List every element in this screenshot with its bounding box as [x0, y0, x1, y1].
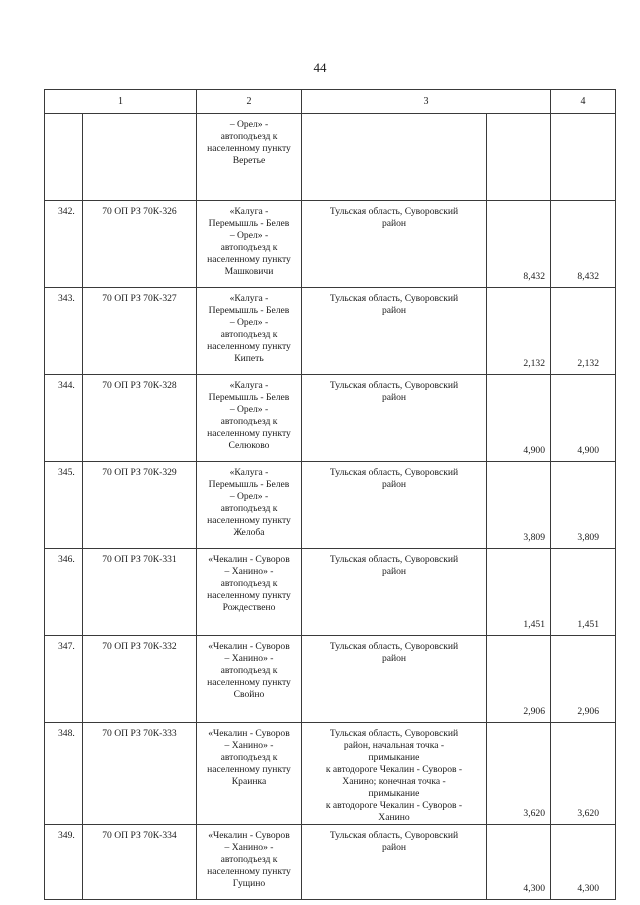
location-line: Ханино; конечная точка - примыкание: [342, 776, 446, 799]
road-name-line: автоподъезд к: [220, 752, 278, 763]
road-name-line: Желоба: [233, 527, 265, 538]
cell-num: 347.: [45, 636, 83, 723]
cell-num: 345.: [45, 462, 83, 549]
continuation-row: [45, 114, 616, 201]
table-row: [45, 549, 616, 636]
cell-road-name: [197, 201, 302, 288]
location-line: район: [381, 566, 407, 577]
cell-code: 70 ОП РЗ 70К-331: [83, 549, 197, 636]
cell-location: [302, 375, 487, 462]
road-name-line: – Орел» -: [229, 317, 269, 328]
table-row: [45, 462, 616, 549]
location-line: район: [381, 392, 407, 403]
location-line: Тульская область, Суворовский: [329, 641, 459, 652]
road-name-line: – Ханино» -: [224, 740, 274, 751]
cell-location: [302, 723, 487, 825]
cell-code: 70 ОП РЗ 70К-332: [83, 636, 197, 723]
cell-road-name: [197, 462, 302, 549]
road-name-line: населенному пункту: [207, 341, 291, 352]
cell-location: [302, 114, 487, 201]
road-name-line: населенному пункту: [207, 428, 291, 439]
road-name-line: «Чекалин - Суворов: [208, 641, 290, 652]
cell-num: 346.: [45, 549, 83, 636]
cell-num: 344.: [45, 375, 83, 462]
cell-road-name: [197, 114, 302, 201]
cell-value-a: 2,906: [487, 636, 551, 723]
table-row: [45, 825, 616, 900]
road-name-line: – Орел» -: [229, 119, 269, 130]
cell-code: 70 ОП РЗ 70К-334: [83, 825, 197, 900]
location-line: район: [381, 479, 407, 490]
road-name-line: – Орел» -: [229, 491, 269, 502]
road-name-line: – Ханино» -: [224, 653, 274, 664]
cell-num: 342.: [45, 201, 83, 288]
table-row: [45, 288, 616, 375]
road-name-line: – Орел» -: [229, 230, 269, 241]
cell-value-b: 8,432: [551, 201, 616, 288]
cell-value-b: 3,620: [551, 723, 616, 825]
road-name-line: Перемышль - Белев: [208, 305, 290, 316]
road-name-line: Рождествено: [222, 602, 276, 613]
cell-location: [302, 636, 487, 723]
road-name-line: Веретье: [232, 155, 266, 166]
cell-road-name: [197, 825, 302, 900]
road-name-line: Свойно: [233, 689, 265, 700]
road-name-line: Гущино: [232, 878, 266, 889]
column-header-1: 1: [45, 90, 197, 114]
cell-location: [302, 825, 487, 900]
cell-value-a: 2,132: [487, 288, 551, 375]
cell-num: 343.: [45, 288, 83, 375]
road-name-line: Перемышль - Белев: [208, 218, 290, 229]
location-line: район: [381, 305, 407, 316]
cell-road-name: [197, 375, 302, 462]
cell-value-a: 3,620: [487, 723, 551, 825]
cell-code: 70 ОП РЗ 70К-329: [83, 462, 197, 549]
location-line: Тульская область, Суворовский: [329, 554, 459, 565]
cell-location: [302, 549, 487, 636]
road-name-line: населенному пункту: [207, 515, 291, 526]
road-name-line: автоподъезд к: [220, 854, 278, 865]
road-name-line: Краинка: [231, 776, 267, 787]
location-line: Тульская область, Суворовский: [329, 830, 459, 841]
cell-num: 349.: [45, 825, 83, 900]
cell-code: 70 ОП РЗ 70К-333: [83, 723, 197, 825]
cell-code: [83, 114, 197, 201]
location-line: район, начальная точка - примыкание: [343, 740, 445, 763]
road-name-line: населенному пункту: [207, 677, 291, 688]
road-name-line: населенному пункту: [207, 590, 291, 601]
cell-value-a: 1,451: [487, 549, 551, 636]
road-name-line: населенному пункту: [207, 143, 291, 154]
table-row: [45, 636, 616, 723]
road-name-line: «Калуга -: [229, 206, 269, 217]
cell-location: [302, 288, 487, 375]
road-name-line: Машковичи: [224, 266, 274, 277]
location-line: район: [381, 218, 407, 229]
cell-value-a: 4,900: [487, 375, 551, 462]
road-name-line: автоподъезд к: [220, 503, 278, 514]
location-line: к автодороге Чекалин - Суворов -: [325, 764, 463, 775]
cell-value-b: 2,906: [551, 636, 616, 723]
location-line: Тульская область, Суворовский: [329, 206, 459, 217]
road-name-line: – Орел» -: [229, 404, 269, 415]
road-name-line: Кипеть: [234, 353, 264, 364]
location-line: район: [381, 842, 407, 853]
cell-num: [45, 114, 83, 201]
road-name-line: автоподъезд к: [220, 416, 278, 427]
cell-location: [302, 201, 487, 288]
road-name-line: «Чекалин - Суворов: [208, 830, 290, 841]
cell-code: 70 ОП РЗ 70К-326: [83, 201, 197, 288]
table-row: [45, 375, 616, 462]
location-line: Тульская область, Суворовский: [329, 467, 459, 478]
cell-code: 70 ОП РЗ 70К-327: [83, 288, 197, 375]
cell-value-b: 1,451: [551, 549, 616, 636]
road-registry-table: [44, 89, 616, 900]
cell-value-a: 8,432: [487, 201, 551, 288]
road-name-line: Перемышль - Белев: [208, 479, 290, 490]
page-number: 44: [313, 60, 327, 75]
road-name-line: – Ханино» -: [224, 842, 274, 853]
cell-location: [302, 462, 487, 549]
column-header-4: 4: [551, 90, 616, 114]
road-name-line: автоподъезд к: [220, 131, 278, 142]
road-name-line: автоподъезд к: [220, 665, 278, 676]
road-name-line: «Калуга -: [229, 293, 269, 304]
road-name-line: – Ханино» -: [224, 566, 274, 577]
cell-value-b: 4,300: [551, 825, 616, 900]
road-name-line: автоподъезд к: [220, 242, 278, 253]
cell-road-name: [197, 288, 302, 375]
road-name-line: «Калуга -: [229, 380, 269, 391]
location-line: Тульская область, Суворовский: [329, 380, 459, 391]
cell-value-b: 4,900: [551, 375, 616, 462]
location-line: район: [381, 653, 407, 664]
road-name-line: автоподъезд к: [220, 578, 278, 589]
road-name-line: «Калуга -: [229, 467, 269, 478]
cell-num: 348.: [45, 723, 83, 825]
location-line: Тульская область, Суворовский: [329, 728, 459, 739]
cell-value-a: 3,809: [487, 462, 551, 549]
cell-value-b: 2,132: [551, 288, 616, 375]
location-line: к автодороге Чекалин - Суворов -: [325, 800, 463, 811]
cell-value-b: [551, 114, 616, 201]
table-row: [45, 201, 616, 288]
cell-road-name: [197, 549, 302, 636]
cell-road-name: [197, 723, 302, 825]
road-name-line: Селюково: [228, 440, 270, 451]
road-name-line: «Чекалин - Суворов: [208, 554, 290, 565]
cell-value-b: 3,809: [551, 462, 616, 549]
cell-value-a: 4,300: [487, 825, 551, 900]
cell-value-a: [487, 114, 551, 201]
column-header-2: 2: [197, 90, 302, 114]
road-name-line: автоподъезд к: [220, 329, 278, 340]
location-line: Ханино: [378, 812, 410, 823]
cell-road-name: [197, 636, 302, 723]
location-line: Тульская область, Суворовский: [329, 293, 459, 304]
road-name-line: населенному пункту: [207, 254, 291, 265]
road-name-line: населенному пункту: [207, 764, 291, 775]
road-name-line: Перемышль - Белев: [208, 392, 290, 403]
table-row: [45, 723, 616, 825]
table-header-row: [45, 90, 616, 114]
column-header-3: 3: [302, 90, 551, 114]
road-name-line: населенному пункту: [207, 866, 291, 877]
road-name-line: «Чекалин - Суворов: [208, 728, 290, 739]
cell-code: 70 ОП РЗ 70К-328: [83, 375, 197, 462]
